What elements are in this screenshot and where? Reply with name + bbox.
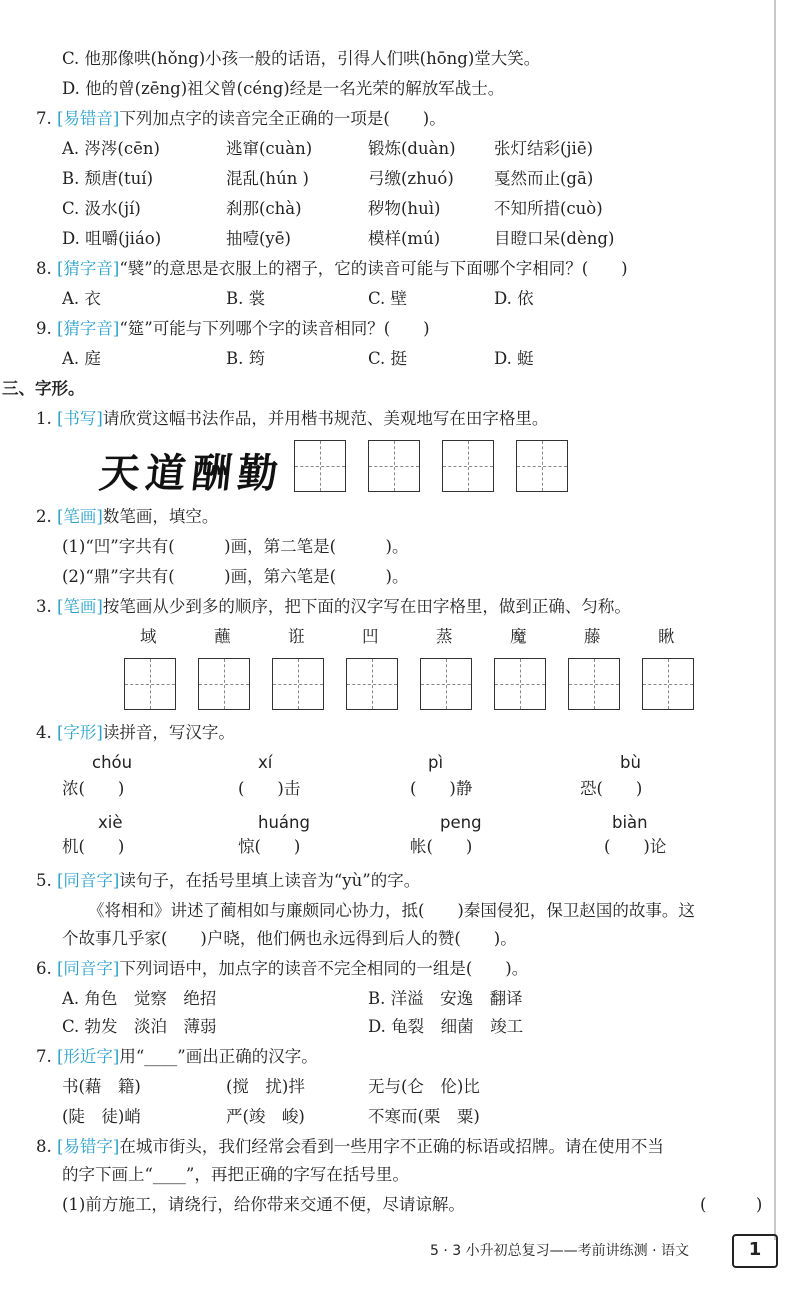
s3-char: 凹 bbox=[362, 627, 379, 646]
s8-item1: (1)前方施工，请绕行，给你带来交通不便，尽请谅解。 bbox=[62, 1195, 465, 1214]
q7-option-word: 张灯结彩(jiē) bbox=[494, 139, 594, 158]
s5-number: 5. bbox=[36, 871, 52, 890]
q7-option-word: 目瞪口呆(dèng) bbox=[494, 229, 615, 248]
s8-text: 在城市街头，我们经常会看到一些用字不正确的标语或招牌。请在使用不当 bbox=[119, 1137, 664, 1156]
s6-number: 6. bbox=[36, 959, 52, 978]
s3-char: 藤 bbox=[584, 627, 601, 646]
s7-item[interactable]: (陡 徒)峭 bbox=[62, 1107, 141, 1126]
s2-number: 2. bbox=[36, 507, 52, 526]
q8-text: “襞”的意思是衣服上的褶子，它的读音可能与下面哪个字相同？( ) bbox=[119, 259, 628, 278]
s6-option-d: D. 龟裂 细菌 竣工 bbox=[368, 1017, 524, 1036]
word-blank[interactable]: ( )论 bbox=[604, 837, 667, 856]
s2-tag: [笔画] bbox=[57, 507, 103, 526]
q9-option-d: D. 蜓 bbox=[494, 349, 534, 368]
q8-number: 8. bbox=[36, 259, 52, 278]
word-blank[interactable]: 帐( ) bbox=[410, 837, 473, 856]
q7-number: 7. bbox=[36, 109, 52, 128]
s8-tag: [易错字] bbox=[57, 1137, 120, 1156]
s6-option-a: A. 角色 觉察 绝招 bbox=[62, 989, 217, 1008]
s7-item[interactable]: 严(竣 峻) bbox=[226, 1107, 305, 1126]
s3-char: 瞅 bbox=[658, 627, 675, 646]
q7-option-word: 弓缴(zhuó) bbox=[368, 169, 454, 188]
q9-option-a: A. 庭 bbox=[62, 349, 101, 368]
s1-stem bbox=[36, 408, 548, 430]
s5-line1: 《将相和》讲述了蔺相如与廉颇同心协力，抵( )秦国侵犯，保卫赵国的故事。这 bbox=[88, 901, 695, 920]
q7-option-word: 模样(mú) bbox=[368, 229, 441, 248]
s4-number: 4. bbox=[36, 723, 52, 742]
q8-stem bbox=[36, 258, 628, 280]
s3-char: 蒸 bbox=[436, 627, 453, 646]
s8-stem bbox=[36, 1136, 664, 1158]
s8-number: 8. bbox=[36, 1137, 52, 1156]
q7-option-word: D. 咀嚼(jiáo) bbox=[62, 229, 162, 248]
q7-option-word: 秽物(huì) bbox=[368, 199, 441, 218]
q8-option-a: A. 衣 bbox=[62, 289, 101, 308]
s8-answer-blank[interactable]: ( ) bbox=[700, 1195, 763, 1214]
q6-option-d: D. 他的曾(zēng)祖父曾(céng)经是一名光荣的解放军战士。 bbox=[62, 79, 505, 98]
s6-text: 下列词语中，加点字的读音不完全相同的一组是( )。 bbox=[119, 959, 529, 978]
q7-option-word: B. 颓唐(tuí) bbox=[62, 169, 154, 188]
q7-option-word: A. 涔涔(cēn) bbox=[62, 139, 160, 158]
s6-option-b: B. 洋溢 安逸 翻译 bbox=[368, 989, 523, 1008]
s7-text: 用“____”画出正确的汉字。 bbox=[119, 1047, 318, 1066]
page-number: 1 bbox=[732, 1234, 778, 1268]
q7-option-word: 不知所措(cuò) bbox=[494, 199, 603, 218]
pinyin: peng bbox=[440, 813, 482, 832]
s3-text: 按笔画从少到多的顺序，把下面的汉字写在田字格里，做到正确、匀称。 bbox=[102, 597, 631, 616]
q9-stem bbox=[36, 318, 430, 340]
s5-text: 读句子，在括号里填上读音为“yù”的字。 bbox=[119, 871, 421, 890]
s2-text: 数笔画，填空。 bbox=[102, 507, 219, 526]
q7-option-word: 抽噎(yē) bbox=[226, 229, 291, 248]
s2-line2: (2)“鼎”字共有( )画，第六笔是( )。 bbox=[62, 567, 409, 586]
tianzige-box[interactable] bbox=[124, 658, 176, 710]
s6-stem bbox=[36, 958, 528, 980]
s1-tag: [书写] bbox=[57, 409, 103, 428]
q7-stem bbox=[36, 108, 446, 130]
q7-tag: [易错音] bbox=[57, 109, 120, 128]
q8-option-b: B. 裳 bbox=[226, 289, 266, 308]
q8-option-d: D. 依 bbox=[494, 289, 534, 308]
pinyin: pì bbox=[428, 753, 444, 772]
s6-tag: [同音字] bbox=[57, 959, 120, 978]
q7-text: 下列加点字的读音完全正确的一项是( )。 bbox=[119, 109, 446, 128]
s8-stem-cont: 的字下画上“____”，再把正确的字写在括号里。 bbox=[62, 1165, 409, 1184]
pinyin: xí bbox=[258, 753, 273, 772]
tianzige-box[interactable] bbox=[346, 658, 398, 710]
s3-char: 魔 bbox=[510, 627, 527, 646]
s7-number: 7. bbox=[36, 1047, 52, 1066]
q6-option-c: C. 他那像哄(hǒng)小孩一般的话语，引得人们哄(hōng)堂大笑。 bbox=[62, 49, 541, 68]
q7-option-word: 刹那(chà) bbox=[226, 199, 302, 218]
s5-stem bbox=[36, 870, 420, 892]
section-title: 三、字形。 bbox=[2, 379, 85, 398]
s3-number: 3. bbox=[36, 597, 52, 616]
s1-number: 1. bbox=[36, 409, 52, 428]
s7-item[interactable]: 无与(仑 伦)比 bbox=[368, 1077, 480, 1096]
word-blank[interactable]: 惊( ) bbox=[238, 837, 301, 856]
s3-char: 域 bbox=[140, 627, 157, 646]
tianzige-box[interactable] bbox=[368, 440, 420, 492]
pinyin: bù bbox=[620, 753, 641, 772]
tianzige-box[interactable] bbox=[442, 440, 494, 492]
pinyin: xiè bbox=[98, 813, 123, 832]
s3-tag: [笔画] bbox=[57, 597, 103, 616]
s7-tag: [形近字] bbox=[57, 1047, 120, 1066]
tianzige-box[interactable] bbox=[642, 658, 694, 710]
tianzige-box[interactable] bbox=[294, 440, 346, 492]
calligraphy-artwork: 天道酬勤 bbox=[97, 450, 287, 497]
q9-tag: [猜字音] bbox=[57, 319, 120, 338]
s1-text: 请欣赏这幅书法作品，并用楷书规范、美观地写在田字格里。 bbox=[102, 409, 549, 428]
q8-tag: [猜字音] bbox=[57, 259, 120, 278]
tianzige-box[interactable] bbox=[568, 658, 620, 710]
s7-item[interactable]: 不寒而(栗 粟) bbox=[368, 1107, 480, 1126]
q9-option-b: B. 筠 bbox=[226, 349, 266, 368]
s4-tag: [字形] bbox=[57, 723, 103, 742]
word-blank[interactable]: ( )击 bbox=[238, 779, 301, 798]
tianzige-box[interactable] bbox=[494, 658, 546, 710]
s4-text: 读拼音，写汉字。 bbox=[102, 723, 235, 742]
tianzige-box[interactable] bbox=[516, 440, 568, 492]
footer-text: 5 · 3 小升初总复习——考前讲练测 · 语文 bbox=[430, 1243, 689, 1259]
q7-option-word: 混乱(hún ) bbox=[226, 169, 309, 188]
q9-text: “筵”可能与下列哪个字的读音相同？( ) bbox=[119, 319, 430, 338]
s6-option-c: C. 勃发 淡泊 薄弱 bbox=[62, 1017, 217, 1036]
q7-option-word: 锻炼(duàn) bbox=[368, 139, 456, 158]
tianzige-box[interactable] bbox=[272, 658, 324, 710]
tianzige-box[interactable] bbox=[198, 658, 250, 710]
word-blank[interactable]: 恐( ) bbox=[580, 779, 643, 798]
s5-line2: 个故事几乎家( )户晓，他们俩也永远得到后人的赞( )。 bbox=[62, 929, 517, 948]
word-blank[interactable]: 机( ) bbox=[62, 837, 125, 856]
s5-tag: [同音字] bbox=[57, 871, 120, 890]
s3-char: 诳 bbox=[288, 627, 305, 646]
s7-item[interactable]: 书(藉 籍) bbox=[62, 1077, 141, 1096]
s3-stem bbox=[36, 596, 631, 618]
pinyin: huáng bbox=[258, 813, 310, 832]
word-blank[interactable]: ( )静 bbox=[410, 779, 473, 798]
q9-option-c: C. 挺 bbox=[368, 349, 408, 368]
s7-item[interactable]: (搅 扰)拌 bbox=[226, 1077, 305, 1096]
s7-stem bbox=[36, 1046, 318, 1068]
q7-option-word: C. 汲水(jí) bbox=[62, 199, 141, 218]
q9-number: 9. bbox=[36, 319, 52, 338]
q8-option-c: C. 壁 bbox=[368, 289, 408, 308]
q7-option-word: 逃窜(cuàn) bbox=[226, 139, 313, 158]
s4-stem bbox=[36, 722, 235, 744]
s2-line1: (1)“凹”字共有( )画，第二笔是( )。 bbox=[62, 537, 409, 556]
tianzige-box[interactable] bbox=[420, 658, 472, 710]
q7-option-word: 戛然而止(gā) bbox=[494, 169, 594, 188]
word-blank[interactable]: 浓( ) bbox=[62, 779, 125, 798]
s2-stem bbox=[36, 506, 218, 528]
pinyin: biàn bbox=[612, 813, 648, 832]
pinyin: chóu bbox=[92, 753, 133, 772]
s3-char: 蘸 bbox=[214, 627, 231, 646]
